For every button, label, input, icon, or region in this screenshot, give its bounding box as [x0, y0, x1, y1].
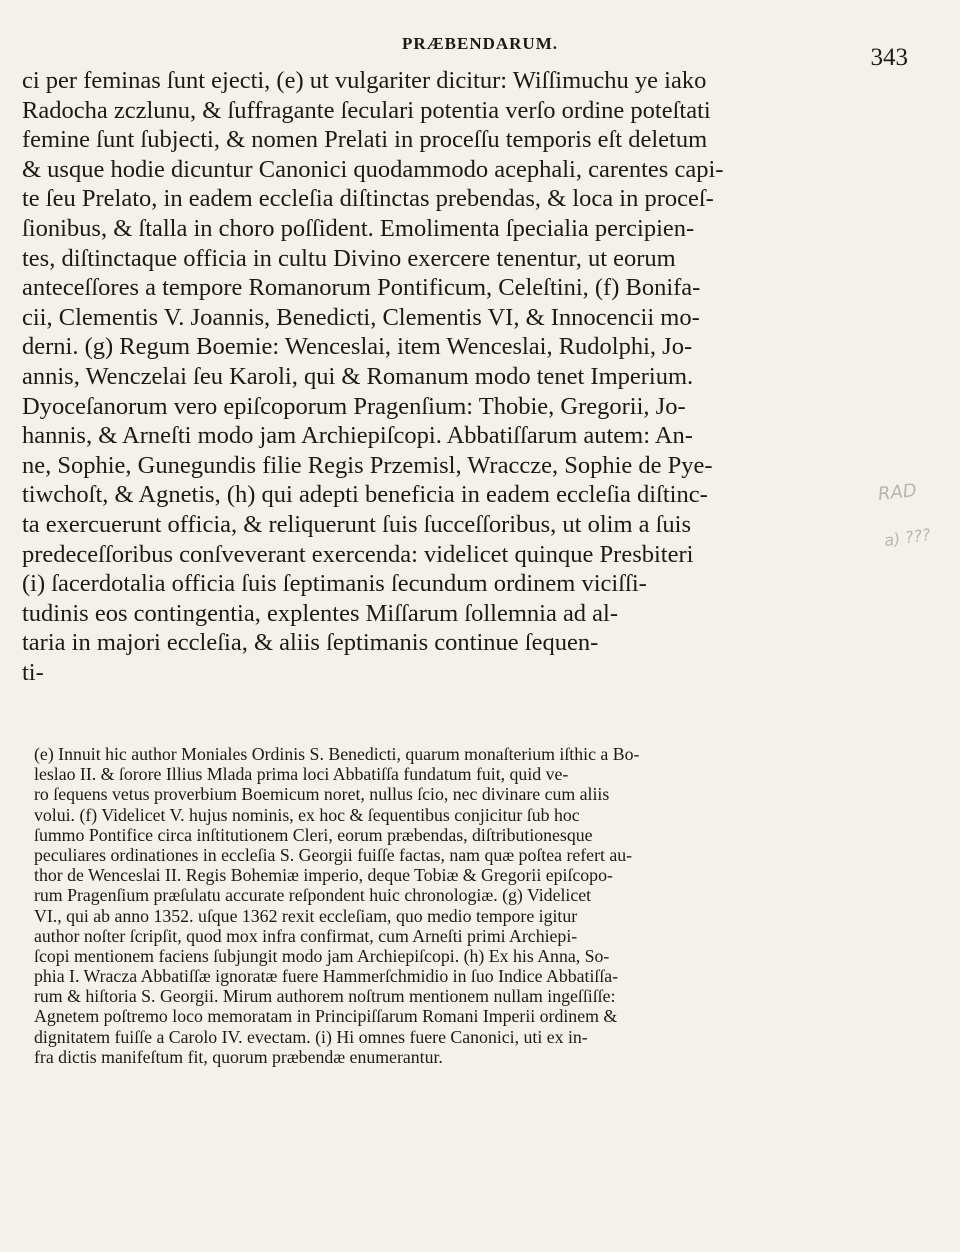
footnote-line: fra dictis manifeſtum fit, quorum præbendæ enumerantur. — [34, 1046, 443, 1067]
footnote-line: peculiares ordinationes in eccleſia S. Georgii fuiſſe factas, nam quæ poſtea refert au- — [34, 844, 633, 865]
text-line: predeceſſoribus conſveverant exercenda: videlicet quinque Presbiteri — [22, 540, 694, 568]
text-line: femine ſunt ſubjecti, & nomen Prelati in proceſſu temporis eſt deletum — [22, 126, 708, 154]
text-line: cii, Clementis V. Joannis, Benedicti, Clementis VI, & Innocencii mo- — [22, 303, 700, 331]
footnote-line: ro ſequens vetus proverbium Boemicum noret, nullus ſcio, nec divinare cum aliis — [34, 784, 610, 805]
footnote-line: phia I. Wracza Abbatiſſæ ignoratæ fuere Hammerſchmidio in ſuo Indice Abbatiſſa- — [34, 966, 619, 987]
text-line: hannis, & Arneſti modo jam Archiepiſcopi. Abbatiſſarum autem: An- — [22, 422, 693, 450]
text-line: ci per feminas ſunt ejecti, (e) ut vulgariter dicitur: Wiſſimuchu ye iako — [22, 67, 707, 94]
main-text-block — [22, 66, 928, 687]
text-line: ti- — [22, 658, 44, 686]
footnote-line: volui. (f) Videlicet V. hujus nominis, ex hoc & ſequentibus conjicitur ſub hoc — [34, 804, 580, 825]
text-line: te ſeu Prelato, in eadem eccleſia diſtinctas prebendas, & loca in proceſ- — [22, 185, 714, 213]
footnote-line: ſummo Pontifice circa inſtitutionem Cleri, eorum præbendas, diſtributionesque — [34, 824, 593, 845]
footnote-line: dignitatem fuiſſe a Carolo IV. evectam. (i) Hi omnes fuere Canonici, uti ex in- — [34, 1026, 588, 1047]
text-line: taria in majori eccleſia, & aliis ſeptimanis continue ſequen- — [22, 629, 599, 657]
footnote-line: (e) Innuit hic author Moniales Ordinis S. Benedicti, quarum monaſterium iſthic a Bo- — [34, 744, 640, 764]
text-line: & usque hodie dicuntur Canonici quodammodo acephali, carentes capi- — [22, 155, 724, 183]
footnote-line: rum & hiſtoria S. Georgii. Mirum authorem noſtrum mentionem nullam ingeſſiſſe: — [34, 986, 616, 1007]
text-line: anteceſſores a tempore Romanorum Pontificum, Celeſtini, (f) Bonifa- — [22, 274, 701, 302]
text-line: Radocha zczlunu, & ſuffragante ſeculari potentia verſo ordine poteſtati — [22, 96, 711, 124]
text-line: annis, Wenczelai ſeu Karoli, qui & Romanum modo tenet Imperium. — [22, 362, 694, 390]
text-line: (i) ſacerdotalia officia ſuis ſeptimanis ſecundum ordinem viciſſi- — [22, 570, 647, 598]
running-title: PRÆBENDARUM. — [401, 34, 559, 53]
text-line: tes, diſtinctaque officia in cultu Divino exercere tenentur, ut eorum — [22, 244, 676, 272]
footnote-line: VI., qui ab anno 1352. uſque 1362 rexit eccleſiam, quo medio tempore igitur — [34, 905, 578, 926]
text-line: ne, Sophie, Gunegundis filie Regis Przemisl, Wraccze, Sophie de Pye- — [22, 451, 713, 479]
text-line: tudinis eos contingentia, explentes Miſſarum ſollemnia ad al- — [22, 599, 619, 627]
text-line: tiwchoſt, & Agnetis, (h) qui adepti beneficia in eadem eccleſia diſtinc- — [22, 481, 708, 509]
footnote-line: thor de Wenceslai II. Regis Bohemiæ imperio, deque Tobiæ & Gregorii epiſcopo- — [34, 865, 613, 886]
footnote-line: author noſter ſcripſit, quod mox infra confirmat, cum Arneſti primi Archiepi- — [34, 925, 578, 946]
footnote-line: Agnetem poſtremo loco memoratam in Principiſſarum Romani Imperii ordinem & — [34, 1006, 618, 1027]
margin-annotation: RAD — [877, 480, 918, 505]
footnote-line: leslao II. & ſorore Illius Mlada prima loci Abbatiſſa fundatum fuit, quid ve- — [34, 764, 569, 785]
text-line: ſionibus, & ſtalla in choro poſſident. Emolimenta ſpecialia percipien- — [22, 214, 695, 242]
footnote-line: ſcopi mentionem faciens ſubjungit modo jam Archiepiſcopi. (h) Ex his Anna, So- — [34, 945, 610, 966]
margin-annotation: a) ??? — [882, 524, 932, 551]
text-line: ta exercuerunt officia, & reliquerunt ſuis ſucceſſoribus, ut olim a ſuis — [22, 510, 692, 538]
text-line: derni. (g) Regum Boemie: Wenceslai, item Wenceslai, Rudolphi, Jo- — [22, 333, 693, 361]
footnotes-block — [34, 744, 914, 1067]
text-line: Dyoceſanorum vero epiſcoporum Pragenſium: Thobie, Gregorii, Jo- — [22, 392, 686, 420]
footnote-line: rum Pragenſium præſulatu accurate reſpondent huic chronologiæ. (g) Videlicet — [34, 885, 592, 906]
page-number: 343 — [870, 44, 908, 71]
